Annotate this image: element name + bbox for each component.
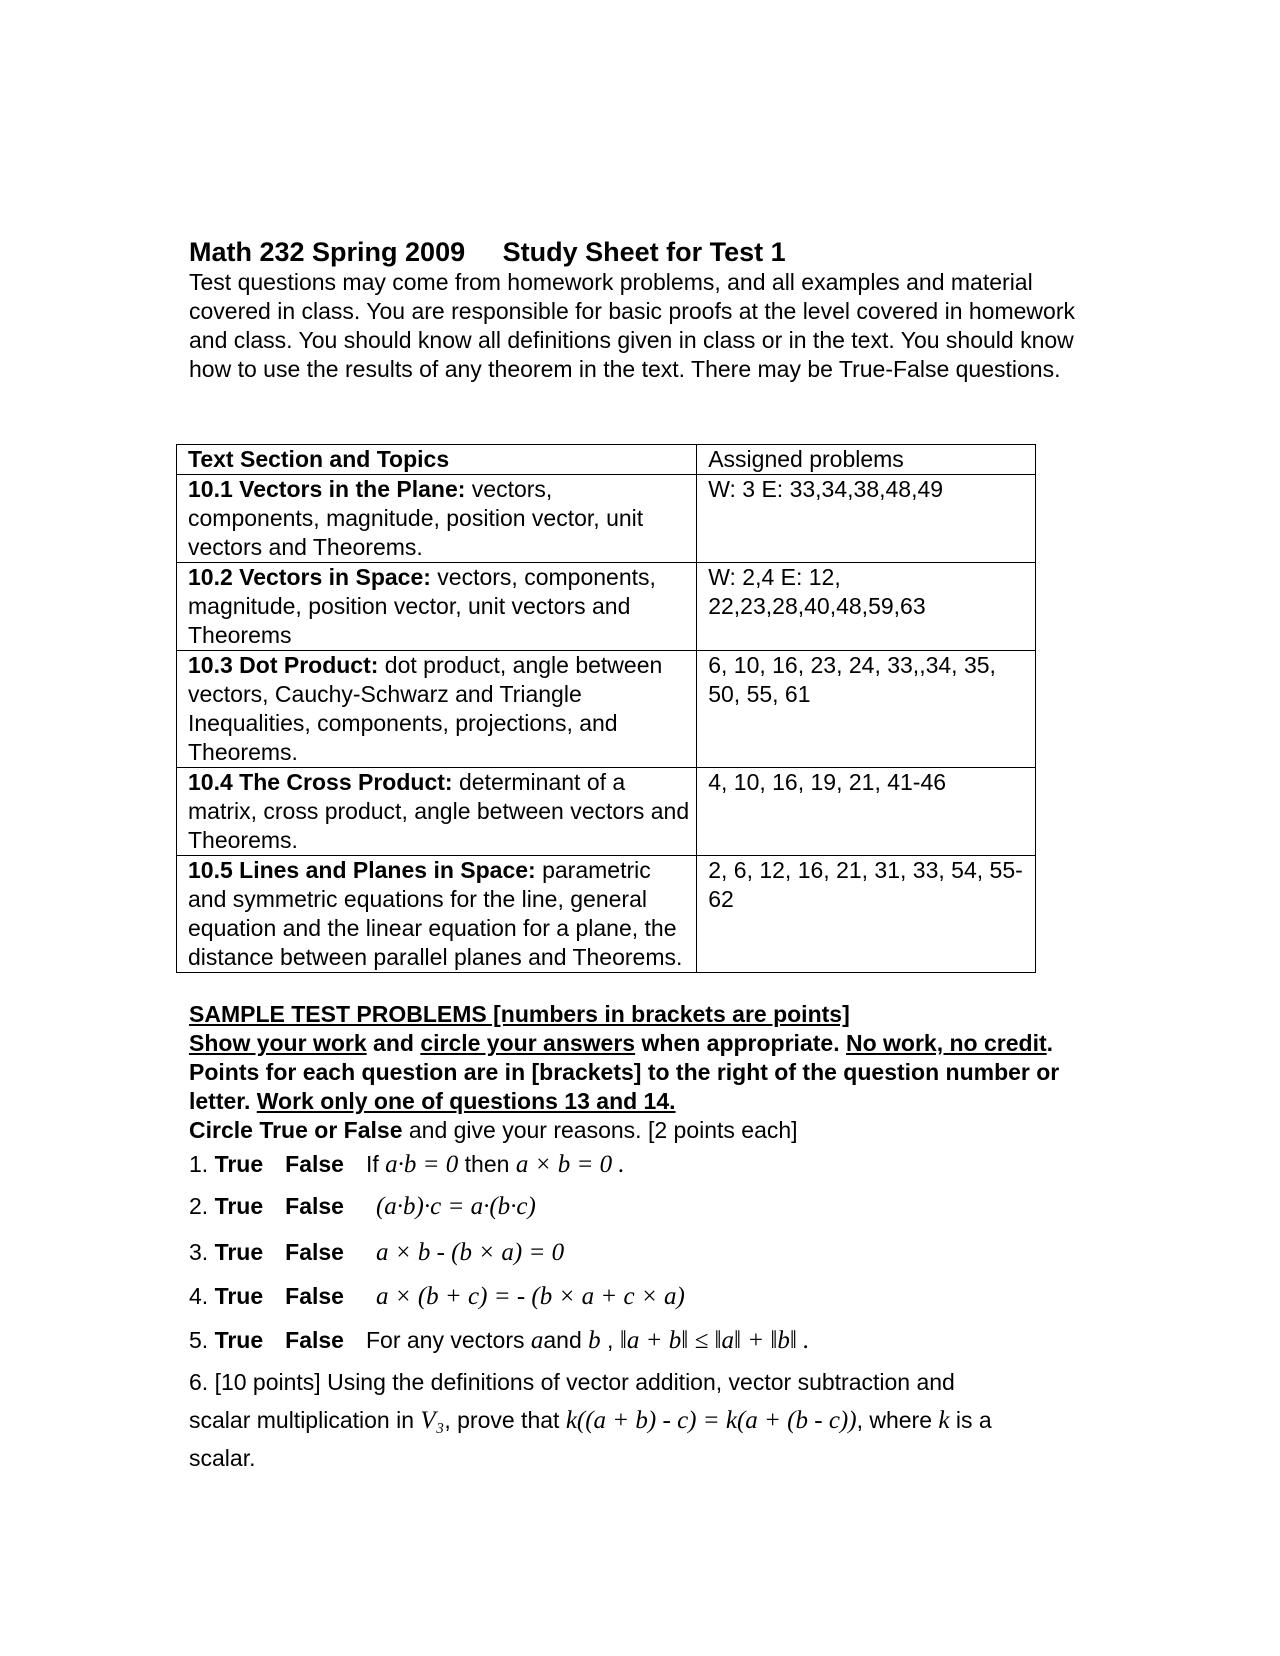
math-expression: a × b - (b × a) = 0 (375, 1239, 565, 1266)
question-number: 3. (189, 1239, 215, 1265)
question-3 (189, 1238, 564, 1267)
section-topics: dot product, angle between vectors, Cauchy-Schwarz and Triangle Inequalities, components, projections, and Theorems. (188, 652, 663, 765)
sample-heading: SAMPLE TEST PROBLEMS [numbers in brackets are points] (189, 1001, 850, 1027)
question-text: 6. [10 points] Using the definitions of vector addition, vector subtraction and (189, 1369, 955, 1395)
question-number: 1. (189, 1151, 215, 1177)
document-page (189, 236, 1089, 384)
question-4 (189, 1282, 685, 1311)
and-text: and (366, 1030, 421, 1056)
topics-cell (177, 768, 697, 856)
table-row (177, 856, 1036, 973)
true-option: True (214, 1151, 264, 1177)
table-row (177, 768, 1036, 856)
col-header-topics: Text Section and Topics (177, 445, 697, 475)
problems-cell: W: 2,4 E: 12, 22,23,28,40,48,59,63 (697, 563, 1036, 651)
false-option: False (285, 1327, 344, 1353)
true-option: True (214, 1327, 264, 1353)
topics-cell (177, 856, 697, 973)
math-expression: k((a + b) - c) = k(a + (b - c)) (565, 1407, 857, 1434)
true-false-instructions (189, 1116, 1089, 1145)
true-option: True (214, 1283, 264, 1309)
show-work-text: Show your work (189, 1030, 367, 1056)
math-variable: V₃ (420, 1407, 445, 1434)
math-expression: a∙b = 0 (385, 1151, 459, 1178)
sample-instructions (189, 1000, 1089, 1145)
math-variable: a (530, 1327, 544, 1354)
question-text: scalar. (189, 1445, 256, 1471)
question-text: and (543, 1327, 582, 1353)
false-option: False (285, 1151, 344, 1177)
false-option: False (285, 1193, 344, 1219)
true-option: True (214, 1193, 264, 1219)
false-option: False (285, 1239, 344, 1265)
section-title: 10.3 Dot Product: (188, 652, 379, 678)
topics-cell (177, 563, 697, 651)
topics-table (176, 444, 1036, 973)
instructions-paragraph (189, 1029, 1089, 1116)
question-number: 4. (189, 1283, 215, 1309)
true-option: True (214, 1239, 264, 1265)
section-topics: determinant of a matrix, cross product, angle between vectors and Theorems. (188, 769, 690, 853)
section-topics: parametric and symmetric equations for the line, general equation and the linear equation for a plane, the distance between parallel planes and Theorems. (188, 857, 683, 970)
col-header-problems: Assigned problems (697, 445, 1036, 475)
table-row (177, 563, 1036, 651)
points-text: . Points for each question are in [brackets] to the right of the question number or letter. (189, 1030, 1060, 1114)
section-title: 10.1 Vectors in the Plane: (188, 476, 466, 502)
give-reasons-text: and give your reasons. [2 points each] (402, 1117, 798, 1143)
math-expression: (a∙b)∙c = a∙(b∙c) (375, 1193, 536, 1220)
table-header-row (177, 445, 1036, 475)
section-title: 10.5 Lines and Planes in Space: (188, 857, 536, 883)
question-text-line (189, 1406, 1089, 1435)
math-variable: k (938, 1407, 950, 1434)
topics-cell (177, 651, 697, 768)
false-option: False (285, 1283, 344, 1309)
section-topics: vectors, components, magnitude, position vector, unit vectors and Theorems. (188, 476, 644, 560)
question-text: If (365, 1151, 379, 1177)
math-expression: a × (b + c) = - (b × a + c × a) (375, 1283, 685, 1310)
section-title: 10.4 The Cross Product: (188, 769, 453, 795)
table-row (177, 475, 1036, 563)
math-expression: ‖a + b‖ ≤ ‖a‖ + ‖b‖ . (619, 1327, 810, 1354)
table-row (177, 651, 1036, 768)
problems-cell: 6, 10, 16, 23, 24, 33,,34, 35, 50, 55, 61 (697, 651, 1036, 768)
circle-tf-text: Circle True or False (189, 1117, 403, 1143)
problems-cell: 4, 10, 16, 19, 21, 41-46 (697, 768, 1036, 856)
question-text: , prove that (444, 1407, 560, 1433)
question-text: then (464, 1151, 510, 1177)
when-text: when appropriate. (635, 1030, 846, 1056)
question-5 (189, 1326, 809, 1355)
math-expression: a × b = 0 . (515, 1151, 625, 1178)
question-text: , (600, 1327, 614, 1353)
question-number: 2. (189, 1193, 215, 1219)
intro-paragraph: Test questions may come from homework problems, and all examples and material covered in class. You are responsible for basic proofs at the level covered in homework and class. You should know all definitions given in class or in the text. You should know how to use the results of any theorem in the text. There may be True-False questions. (189, 269, 1075, 382)
section-topics: vectors, components, magnitude, position vector, unit vectors and Theorems (188, 564, 656, 648)
page-title: Math 232 Spring 2009 Study Sheet for Test 1 (189, 237, 786, 267)
section-title: 10.2 Vectors in Space: (188, 564, 431, 590)
question-6 (189, 1368, 1089, 1473)
question-number: 5. (189, 1327, 215, 1353)
math-variable: b (588, 1327, 601, 1354)
question-text: scalar multiplication in (189, 1407, 414, 1433)
question-text: , where (856, 1407, 932, 1433)
question-1 (189, 1150, 625, 1179)
question-2 (189, 1192, 536, 1221)
no-work-text: No work, no credit (845, 1030, 1047, 1056)
work-only-text: Work only one of questions 13 and 14. (256, 1088, 676, 1114)
question-text: is a (955, 1407, 992, 1433)
topics-cell (177, 475, 697, 563)
problems-cell: 2, 6, 12, 16, 21, 31, 33, 54, 55-62 (697, 856, 1036, 973)
question-text: For any vectors (365, 1327, 525, 1353)
circle-answers-text: circle your answers (420, 1030, 636, 1056)
problems-cell: W: 3 E: 33,34,38,48,49 (697, 475, 1036, 563)
